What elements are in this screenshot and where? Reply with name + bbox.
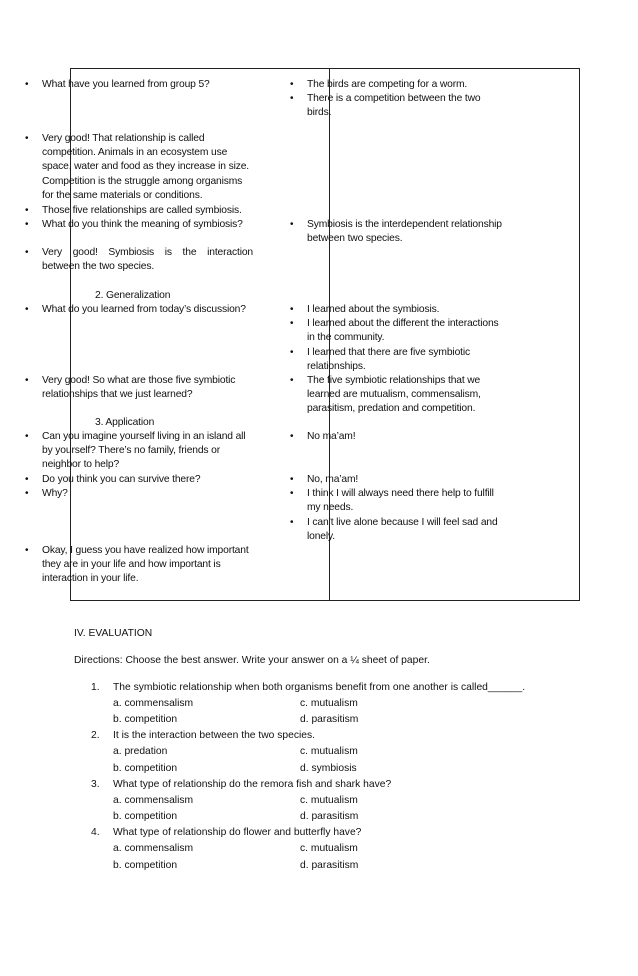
evaluation-heading: IV. EVALUATION (74, 628, 153, 639)
teacher-text: Can you imagine yourself living in an island all by yourself? There’s no family, friends or neighbor to help? (42, 431, 246, 471)
teacher-text: Those five relationships are called symbiosis. (42, 205, 242, 216)
teacher-text: What do you think the meaning of symbiosis? (42, 219, 243, 230)
student-answer-help (290, 487, 507, 515)
bullet: • (290, 431, 294, 442)
teacher-symbiosis-statement (25, 204, 253, 218)
option-b: b. competition (113, 763, 178, 774)
bullet: • (25, 133, 29, 144)
teacher-text: Very good! So what are those five symbiotic relationships that we just learned? (42, 375, 236, 401)
option-b: b. competition (113, 811, 178, 822)
option-d: d. parasitism (300, 811, 359, 822)
student-text: Symbiosis is the interdependent relationship between two species. (307, 219, 502, 245)
evaluation-directions: Directions: Choose the best answer. Write your answer on a ¼ sheet of paper. (74, 655, 430, 666)
student-answer-competition (290, 92, 507, 120)
question-3 (91, 778, 392, 792)
question-2 (91, 729, 316, 743)
bullet: • (25, 488, 29, 499)
teacher-text: Very good! That relationship is called competition. Animals in an ecosystem use space, water and food as they increase in size. Competition is the struggle among organisms for the same materials or conditions. (42, 133, 250, 201)
question-4 (91, 826, 362, 840)
option-a: a. commensalism (113, 843, 194, 854)
bullet: • (25, 79, 29, 90)
option-d: d. parasitism (300, 714, 359, 725)
bullet: • (290, 375, 294, 386)
student-text: I learned that there are five symbiotic relationships. (307, 347, 470, 373)
teacher-text: Okay, I guess you have realized how important they are in your life and how important is interaction in your life. (42, 545, 249, 585)
option-b: b. competition (113, 714, 178, 725)
generalization-heading: 2. Generalization (95, 290, 171, 301)
teacher-question-group5 (25, 78, 253, 92)
question-number: 3. (91, 779, 100, 790)
bullet: • (290, 318, 294, 329)
generalization-question (25, 303, 253, 317)
application-question-why (25, 487, 253, 501)
question-number: 2. (91, 730, 100, 741)
teacher-text: What have you learned from group 5? (42, 79, 210, 90)
student-text: The five symbiotic relationships that we learned are mutualism, commensalism, parasitism, predation and competition. (307, 375, 481, 415)
option-c: c. mutualism (300, 746, 358, 757)
bullet: • (25, 545, 29, 556)
option-d: d. parasitism (300, 860, 359, 871)
student-answer-symbiosis (290, 218, 507, 246)
bullet: • (290, 304, 294, 315)
student-text: I can’t live alone because I will feel sad and lonely. (307, 517, 498, 543)
option-d: d. symbiosis (300, 763, 357, 774)
bullet: • (25, 247, 29, 258)
option-b: b. competition (113, 860, 178, 871)
teacher-symbiosis-question (25, 218, 253, 232)
student-five-relationships (290, 374, 507, 417)
bullet: • (25, 205, 29, 216)
option-c: c. mutualism (300, 698, 358, 709)
question-text: It is the interaction between the two species. (113, 730, 316, 741)
teacher-competition-explanation (25, 132, 253, 203)
option-a: a. predation (113, 746, 168, 757)
bullet: • (25, 474, 29, 485)
question-number: 1. (91, 682, 100, 693)
bullet: • (25, 431, 29, 442)
application-question-survive (25, 473, 253, 487)
teacher-text: Do you think you can survive there? (42, 474, 201, 485)
student-generalization-3 (290, 346, 507, 374)
application-heading: 3. Application (95, 417, 155, 428)
teacher-text: Why? (42, 488, 68, 499)
student-text: I think I will always need there help to fulfill my needs. (307, 488, 494, 514)
student-answer-birds (290, 78, 507, 92)
bullet: • (290, 93, 294, 104)
bullet: • (25, 304, 29, 315)
bullet: • (25, 375, 29, 386)
option-c: c. mutualism (300, 843, 358, 854)
teacher-text: What do you learned from today’s discussion? (42, 304, 246, 315)
option-a: a. commensalism (113, 698, 194, 709)
student-generalization-2 (290, 317, 507, 345)
bullet: • (290, 488, 294, 499)
question-text: What type of relationship do flower and butterfly have? (113, 827, 362, 838)
bullet: • (290, 517, 294, 528)
application-question-island (25, 430, 253, 473)
student-text: No, ma’am! (307, 474, 359, 485)
bullet: • (25, 219, 29, 230)
teacher-symbiosis-definition (25, 246, 253, 274)
student-generalization-1 (290, 303, 507, 317)
question-1 (91, 681, 526, 695)
student-text: I learned about the different the interactions in the community. (307, 318, 499, 344)
student-answer-island (290, 430, 507, 444)
bullet: • (290, 219, 294, 230)
student-answer-lonely (290, 516, 507, 544)
student-answer-survive (290, 473, 507, 487)
teacher-text: Very good! Symbiosis is the interaction between the two species. (42, 247, 253, 273)
question-text: What type of relationship do the remora fish and shark have? (113, 779, 392, 790)
bullet: • (290, 474, 294, 485)
five-relationships-question (25, 374, 253, 402)
student-text: There is a competition between the two birds. (307, 93, 481, 119)
question-number: 4. (91, 827, 100, 838)
student-text: I learned about the symbiosis. (307, 304, 440, 315)
bullet: • (290, 347, 294, 358)
student-text: The birds are competing for a worm. (307, 79, 468, 90)
option-c: c. mutualism (300, 795, 358, 806)
bullet: • (290, 79, 294, 90)
student-text: No ma’am! (307, 431, 356, 442)
question-text: The symbiotic relationship when both organisms benefit from one another is called______. (113, 682, 526, 693)
option-a: a. commensalism (113, 795, 194, 806)
teacher-closing (25, 544, 253, 587)
